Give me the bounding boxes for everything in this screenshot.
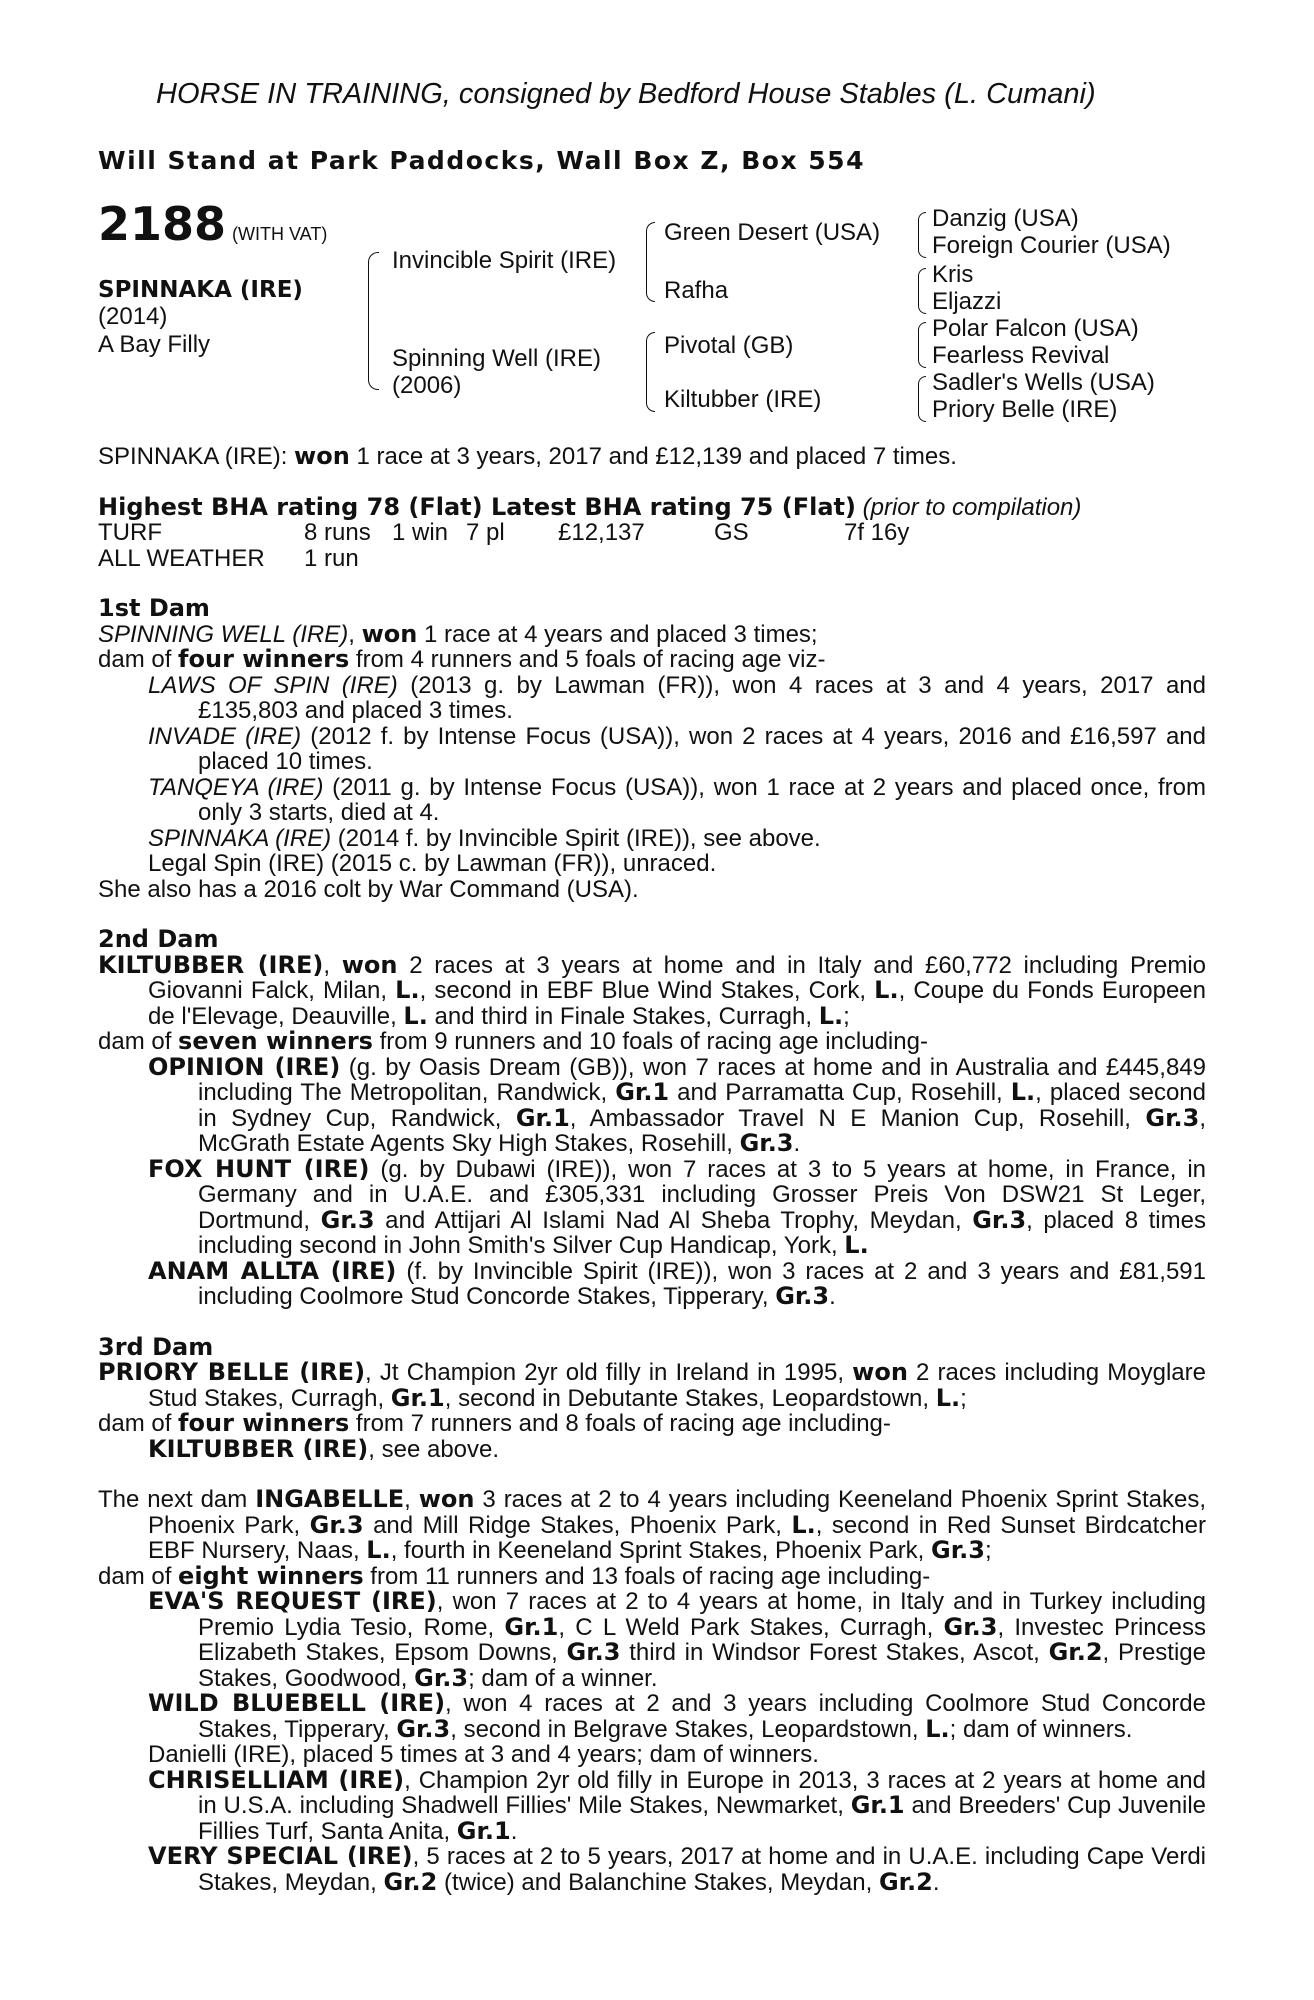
pedigree-brace-g1 [918,212,926,258]
progeny-item: FOX HUNT (IRE) (g. by Dubawi (IRE)), won 7 races at 3 to 5 years at home, in France, in Germany and in U.A.E. and £305,331 including Grosser Preis Von DSW21 St Leger, Dortmund, Gr.3 and Attijari Al Islami Nad Al Sheba Trophy, Meydan, Gr.3, placed 8 times including second in John Smith's Silver Cup Handicap, York, L. [148,1154,1206,1259]
vat-label: (WITH VAT) [232,224,328,244]
third-dam-heading: 3rd Dam [98,1332,214,1361]
bha-rating-note: (prior to compilation) [855,493,1082,521]
all-weather-record [98,546,1206,572]
pedigree-brace-sire [646,222,655,302]
progeny-item: KILTUBBER (IRE), see above. [148,1434,500,1463]
progeny-name: EVA'S REQUEST (IRE) [148,1587,437,1615]
second-dam-produce: dam of seven winners from 9 runners and 10 foals of racing age including- [98,1027,928,1055]
second-dam-name: KILTUBBER (IRE) [98,950,324,979]
next-dam-produce: dam of eight winners from 11 runners and 13 foals of racing age including- [98,1561,931,1590]
progeny-name: OPINION (IRE) [148,1052,341,1081]
stand-location: Will Stand at Park Paddocks, Wall Box Z, Box 554 [98,146,865,175]
progeny-name: SPINNAKA (IRE) [148,824,332,852]
bha-rating-line: Highest BHA rating 78 (Flat) Latest BHA rating 75 (Flat) [98,492,856,521]
progeny-item: VERY SPECIAL (IRE), 5 races at 2 to 5 years, 2017 at home and in U.A.E. including Cape Verdi Stakes, Meydan, Gr.2 (twice) and Balanchine Stakes, Meydan, Gr.2. [148,1842,1206,1896]
third-dam-winners: four winners [178,1409,350,1437]
dam-of-label: dam of [98,646,179,673]
next-dam-record: The next dam INGABELLE, won 3 races at 2 to 4 years including Keeneland Phoenix Sprint Stakes, Phoenix Park, Gr.3 and Mill Ridge Stakes, Phoenix Park, L., second in Red Sunset Birdcatcher EBF Nursery, Naas, L., fourth in Keeneland Sprint Stakes, Phoenix Park, Gr.3; [98,1485,1206,1564]
catalogue-body [98,444,1206,1895]
first-dam-record-text: 1 race at 4 years and placed 3 times; [417,620,818,648]
pedigree-brace-g4 [918,376,926,422]
first-dam-name: SPINNING WELL (IRE) [98,620,349,648]
progeny-item: Danielli (IRE), placed 5 times at 3 and 4 years; dam of winners. [148,1741,819,1768]
progeny-text: (2012 f. by Intense Focus (USA)), won 2 races at 4 years, 2016 and £16,597 and placed 10 times. [198,722,1206,775]
progeny-name: WILD BLUEBELL (IRE) [148,1689,446,1717]
third-dam-name: PRIORY BELLE (IRE) [98,1358,366,1386]
lot-number-value: 2188 [98,197,227,251]
pedigree-gg-2: Foreign Courier (USA) [932,232,1171,259]
pedigree-gg-6: Fearless Revival [932,342,1110,369]
lot-number [98,197,328,251]
first-dam-produce-text: from 4 runners and 5 foals of racing age viz- [349,646,826,673]
pedigree-dam-sire: Pivotal (GB) [664,332,794,359]
horse-year: (2014) [98,303,168,330]
turf-label: TURF [98,519,162,546]
progeny-item [98,775,1206,826]
progeny-item: WILD BLUEBELL (IRE), won 4 races at 2 and 3 years including Coolmore Stud Concorde Stakes, Tipperary, Gr.3, second in Belgrave Stakes, Leopardstown, L.; dam of winners. [148,1689,1206,1743]
summary-text: 1 race at 3 years, 2017 and £12,139 and placed 7 times. [349,443,957,470]
progeny-name: ANAM ALLTA (IRE) [148,1256,397,1285]
progeny-name: FOX HUNT (IRE) [148,1154,370,1183]
progeny-item [98,673,1206,724]
pedigree-brace-main [368,252,379,390]
pedigree-brace-g2 [918,268,926,314]
progeny-item [98,826,1206,852]
pedigree-gg-5: Polar Falcon (USA) [932,315,1139,342]
pedigree-gg-8: Priory Belle (IRE) [932,396,1118,423]
first-dam-record: SPINNING WELL (IRE), won 1 race at 4 years and placed 3 times; [98,619,818,648]
second-dam-heading: 2nd Dam [98,925,219,953]
pedigree-sire-sire: Green Desert (USA) [664,219,881,246]
progeny-item: ANAM ALLTA (IRE) (f. by Invincible Spirit (IRE)), won 3 races at 2 and 3 years and £81,591 including Coolmore Stud Concorde Stakes, Tipperary, Gr.3. [148,1256,1206,1310]
pedigree-gg-3: Kris [932,261,974,288]
turf-going: GS [714,519,749,546]
horse-description: A Bay Filly [98,331,211,358]
progeny-item: OPINION (IRE) (g. by Oasis Dream (GB)), won 7 races at home and in Australia and £445,849 including The Metropolitan, Randwick, Gr.1 and Parramatta Cup, Rosehill, L., placed second in Sydney Cup, Randwick, Gr.1, Ambassador Travel N E Manion Cup, Rosehill, Gr.3, McGrath Estate Agents Sky High Stakes, Rosehill, Gr.3. [148,1052,1207,1157]
race-summary [98,444,1206,470]
pedigree-gg-1: Danzig (USA) [932,205,1079,232]
second-dam-won: won [341,950,398,979]
pedigree-gg-7: Sadler's Wells (USA) [932,369,1155,396]
next-dam-winners: eight winners [178,1561,364,1590]
turf-runs: 8 runs [304,519,371,546]
bha-ratings [98,492,1206,521]
pedigree-brace-g3 [918,322,926,368]
progeny-name: KILTUBBER (IRE) [148,1434,369,1463]
pedigree-sire-dam: Rafha [664,277,729,304]
pedigree-dam-dam: Kiltubber (IRE) [664,386,822,413]
pedigree-sire: Invincible Spirit (IRE) [392,247,617,274]
second-dam-winners: seven winners [178,1027,373,1055]
summary-won: won [294,442,350,470]
second-dam-record: KILTUBBER (IRE), won 2 races at 3 years at home and in Italy and £60,772 including Premio Giovanni Falck, Milan, L., second in EBF Blue Wind Stakes, Cork, L., Coupe du Fonds Europeen de l'Elevage, Deauville, L. and third in Finale Stakes, Curragh, L.; [98,950,1206,1030]
next-dam-name: INGABELLE [255,1485,405,1513]
progeny-item: Legal Spin (IRE) (2015 c. by Lawman (FR)), unraced. [148,850,717,877]
progeny-name: VERY SPECIAL (IRE) [148,1842,413,1870]
third-dam-produce: dam of four winners from 7 runners and 8 foals of racing age including- [98,1409,891,1437]
progeny-name: INVADE (IRE) [148,722,302,750]
pedigree-gg-4: Eljazzi [932,288,1002,315]
progeny-item [98,724,1206,775]
progeny-name: TANQEYA (IRE) [148,773,324,801]
turf-wins: 1 win [392,519,449,546]
progeny-item: CHRISELLIAM (IRE), Champion 2yr old filly in Europe in 2013, 3 races at 2 years at home and in U.S.A. including Shadwell Fillies' Mile Stakes, Newmarket, Gr.1 and Breeders' Cup Juvenile Fillies Turf, Santa Anita, Gr.1. [148,1765,1207,1845]
turf-placed: 7 pl [466,519,505,546]
turf-money: £12,137 [558,519,645,546]
progeny-text: (2013 g. by Lawman (FR)), won 4 races at 3 and 4 years, 2017 and £135,803 and placed 3 times. [198,671,1206,724]
first-dam-also: She also has a 2016 colt by War Command (USA). [98,875,639,903]
progeny-item: EVA'S REQUEST (IRE), won 7 races at 2 to 4 years at home, in Italy and in Turkey including Premio Lydia Tesio, Rome, Gr.1, C L Weld Park Stakes, Curragh, Gr.3, Investec Princess Elizabeth Stakes, Epsom Downs, Gr.3 third in Windsor Forest Stakes, Ascot, Gr.2, Prestige Stakes, Goodwood, Gr.3; dam of a winner. [148,1587,1207,1692]
summary-horse: SPINNAKA (IRE): [98,443,295,470]
first-dam-winners: four winners [178,645,350,673]
third-dam-record: PRIORY BELLE (IRE), Jt Champion 2yr old filly in Ireland in 1995, won 2 races including Moyglare Stud Stakes, Curragh, Gr.1, second in Debutante Stakes, Leopardstown, L.; [98,1358,1206,1412]
progeny-name: CHRISELLIAM (IRE) [148,1765,405,1794]
turf-record [98,520,1206,546]
first-dam-heading: 1st Dam [98,594,210,622]
progeny-text: (2011 g. by Intense Focus (USA)), won 1 race at 2 years and placed once, from only 3 starts, died at 4. [198,773,1206,826]
horse-name: SPINNAKA (IRE) [98,277,303,303]
first-dam-produce [98,647,1206,673]
aw-label: ALL WEATHER [98,544,265,572]
pedigree-dam: Spinning Well (IRE) [392,345,601,372]
progeny-text: (2014 f. by Invincible Spirit (IRE)), see above. [331,824,821,852]
first-dam-won: won [361,619,418,648]
pedigree-brace-dam [646,332,655,412]
turf-distance: 7f 16y [844,519,910,546]
aw-runs: 1 run [304,544,359,572]
page-title: HORSE IN TRAINING, consigned by Bedford House Stables (L. Cumani) [156,78,1096,110]
pedigree-dam-year: (2006) [392,372,462,399]
progeny-name: LAWS OF SPIN (IRE) [148,671,398,699]
